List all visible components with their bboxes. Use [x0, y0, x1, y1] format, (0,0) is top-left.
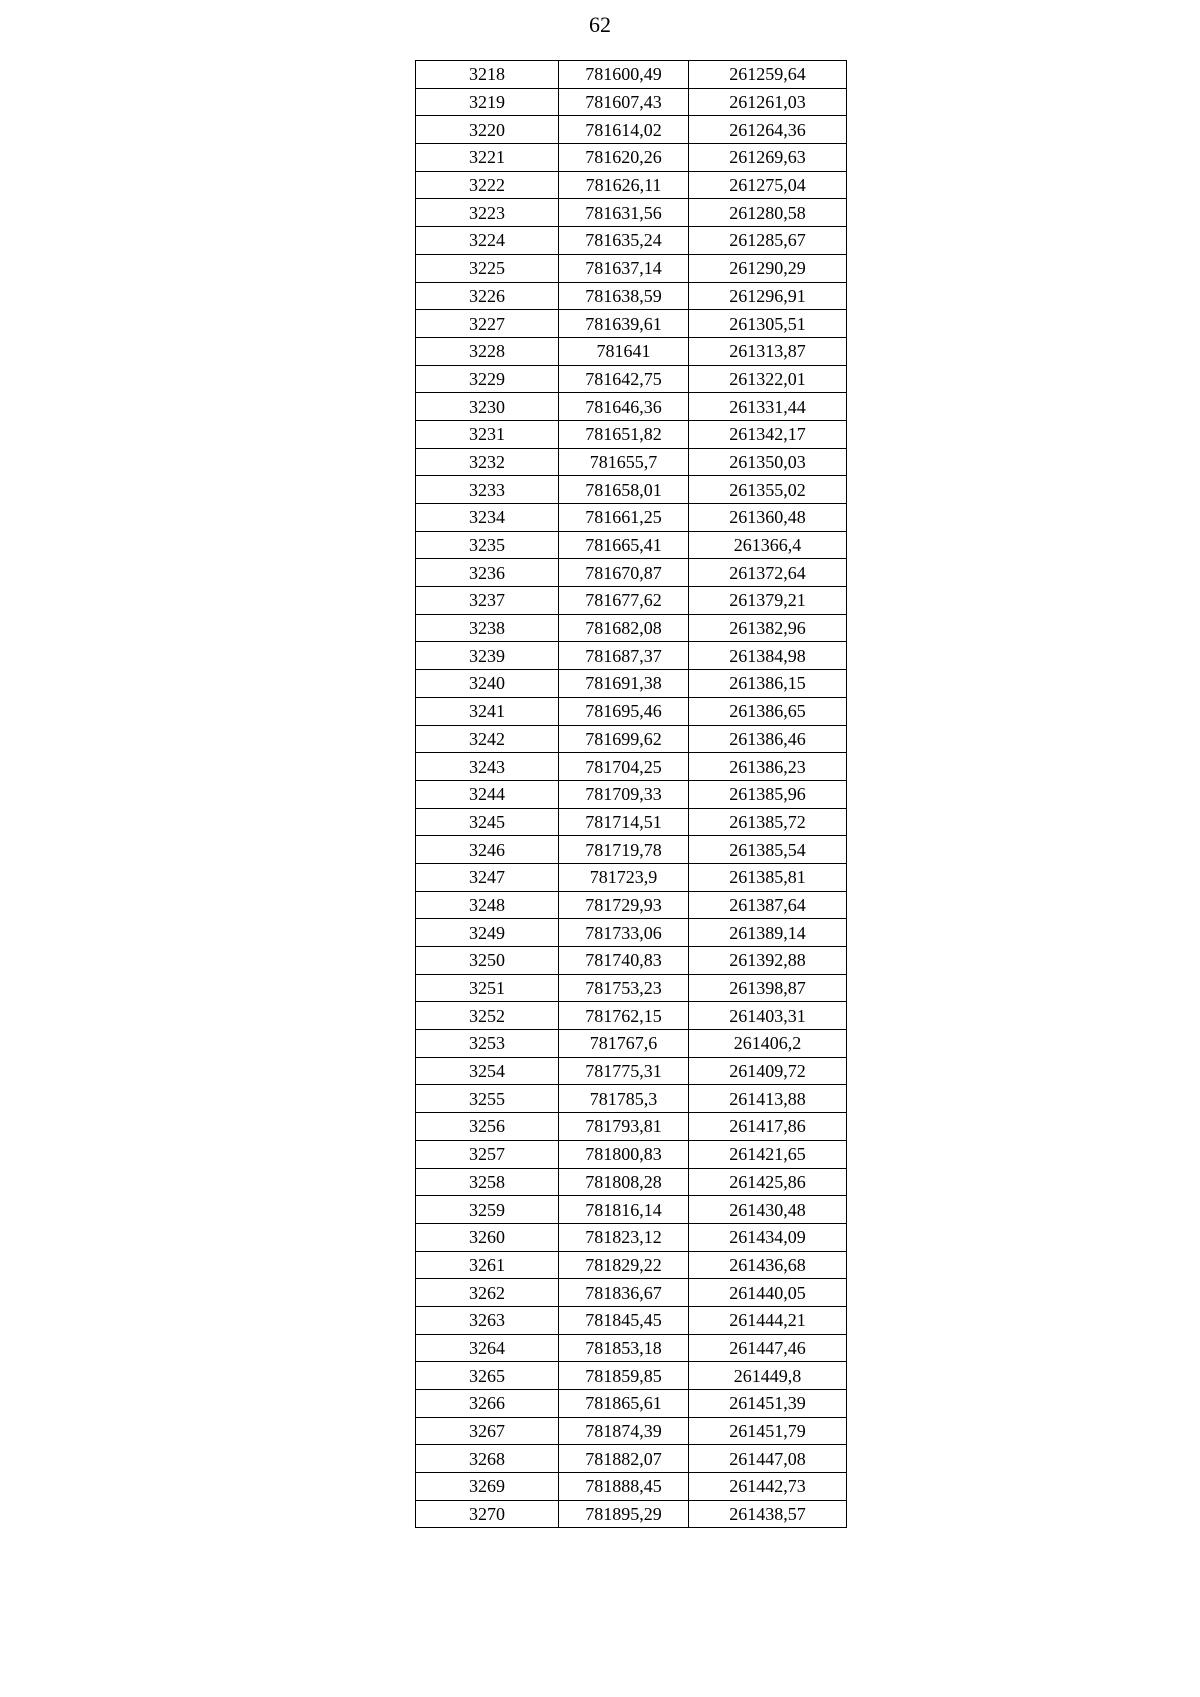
- table-row: [416, 1057, 847, 1085]
- x-coordinate-cell: 781607,43: [559, 88, 689, 116]
- point-number-cell: 3262: [416, 1279, 559, 1307]
- coordinates-table: [415, 60, 847, 1528]
- point-number-cell: 3235: [416, 531, 559, 559]
- point-number-cell: 3257: [416, 1140, 559, 1168]
- point-number-cell: 3224: [416, 227, 559, 255]
- x-coordinate-cell: 781682,08: [559, 614, 689, 642]
- table-row: [416, 337, 847, 365]
- point-number-cell: 3229: [416, 365, 559, 393]
- y-coordinate-cell: 261259,64: [689, 61, 847, 89]
- x-coordinate-cell: 781635,24: [559, 227, 689, 255]
- point-number-cell: 3255: [416, 1085, 559, 1113]
- x-coordinate-cell: 781800,83: [559, 1140, 689, 1168]
- point-number-cell: 3244: [416, 780, 559, 808]
- x-coordinate-cell: 781631,56: [559, 199, 689, 227]
- y-coordinate-cell: 261451,39: [689, 1390, 847, 1418]
- y-coordinate-cell: 261350,03: [689, 448, 847, 476]
- point-number-cell: 3258: [416, 1168, 559, 1196]
- y-coordinate-cell: 261398,87: [689, 974, 847, 1002]
- table-row: [416, 947, 847, 975]
- x-coordinate-cell: 781853,18: [559, 1334, 689, 1362]
- point-number-cell: 3268: [416, 1445, 559, 1473]
- point-number-cell: 3232: [416, 448, 559, 476]
- table-row: [416, 254, 847, 282]
- y-coordinate-cell: 261406,2: [689, 1030, 847, 1058]
- y-coordinate-cell: 261355,02: [689, 476, 847, 504]
- table-row: [416, 670, 847, 698]
- point-number-cell: 3240: [416, 670, 559, 698]
- x-coordinate-cell: 781691,38: [559, 670, 689, 698]
- x-coordinate-cell: 781670,87: [559, 559, 689, 587]
- y-coordinate-cell: 261409,72: [689, 1057, 847, 1085]
- point-number-cell: 3243: [416, 753, 559, 781]
- y-coordinate-cell: 261385,81: [689, 863, 847, 891]
- y-coordinate-cell: 261447,46: [689, 1334, 847, 1362]
- point-number-cell: 3218: [416, 61, 559, 89]
- table-row: [416, 1113, 847, 1141]
- y-coordinate-cell: 261444,21: [689, 1306, 847, 1334]
- x-coordinate-cell: 781687,37: [559, 642, 689, 670]
- point-number-cell: 3245: [416, 808, 559, 836]
- x-coordinate-cell: 781785,3: [559, 1085, 689, 1113]
- table-row: [416, 1140, 847, 1168]
- table-row: [416, 919, 847, 947]
- point-number-cell: 3231: [416, 420, 559, 448]
- x-coordinate-cell: 781874,39: [559, 1417, 689, 1445]
- x-coordinate-cell: 781639,61: [559, 310, 689, 338]
- table-row: [416, 1417, 847, 1445]
- table-row: [416, 559, 847, 587]
- table-row: [416, 365, 847, 393]
- x-coordinate-cell: 781709,33: [559, 780, 689, 808]
- x-coordinate-cell: 781733,06: [559, 919, 689, 947]
- x-coordinate-cell: 781793,81: [559, 1113, 689, 1141]
- y-coordinate-cell: 261305,51: [689, 310, 847, 338]
- y-coordinate-cell: 261385,96: [689, 780, 847, 808]
- table-row: [416, 780, 847, 808]
- y-coordinate-cell: 261392,88: [689, 947, 847, 975]
- coordinates-table-body: [416, 61, 847, 1528]
- point-number-cell: 3252: [416, 1002, 559, 1030]
- x-coordinate-cell: 781704,25: [559, 753, 689, 781]
- y-coordinate-cell: 261331,44: [689, 393, 847, 421]
- x-coordinate-cell: 781637,14: [559, 254, 689, 282]
- point-number-cell: 3241: [416, 697, 559, 725]
- point-number-cell: 3219: [416, 88, 559, 116]
- y-coordinate-cell: 261449,8: [689, 1362, 847, 1390]
- y-coordinate-cell: 261385,72: [689, 808, 847, 836]
- table-row: [416, 1306, 847, 1334]
- table-row: [416, 1279, 847, 1307]
- y-coordinate-cell: 261447,08: [689, 1445, 847, 1473]
- y-coordinate-cell: 261261,03: [689, 88, 847, 116]
- y-coordinate-cell: 261438,57: [689, 1500, 847, 1528]
- point-number-cell: 3248: [416, 891, 559, 919]
- table-row: [416, 1334, 847, 1362]
- y-coordinate-cell: 261442,73: [689, 1473, 847, 1501]
- table-row: [416, 1223, 847, 1251]
- point-number-cell: 3269: [416, 1473, 559, 1501]
- point-number-cell: 3225: [416, 254, 559, 282]
- y-coordinate-cell: 261385,54: [689, 836, 847, 864]
- x-coordinate-cell: 781767,6: [559, 1030, 689, 1058]
- table-row: [416, 836, 847, 864]
- x-coordinate-cell: 781641: [559, 337, 689, 365]
- x-coordinate-cell: 781836,67: [559, 1279, 689, 1307]
- x-coordinate-cell: 781719,78: [559, 836, 689, 864]
- table-row: [416, 753, 847, 781]
- point-number-cell: 3259: [416, 1196, 559, 1224]
- point-number-cell: 3233: [416, 476, 559, 504]
- x-coordinate-cell: 781614,02: [559, 116, 689, 144]
- table-row: [416, 448, 847, 476]
- table-row: [416, 420, 847, 448]
- y-coordinate-cell: 261275,04: [689, 171, 847, 199]
- table-row: [416, 863, 847, 891]
- table-row: [416, 476, 847, 504]
- point-number-cell: 3227: [416, 310, 559, 338]
- table-row: [416, 1085, 847, 1113]
- x-coordinate-cell: 781642,75: [559, 365, 689, 393]
- x-coordinate-cell: 781753,23: [559, 974, 689, 1002]
- point-number-cell: 3220: [416, 116, 559, 144]
- y-coordinate-cell: 261436,68: [689, 1251, 847, 1279]
- table-row: [416, 725, 847, 753]
- x-coordinate-cell: 781865,61: [559, 1390, 689, 1418]
- table-row: [416, 1390, 847, 1418]
- y-coordinate-cell: 261389,14: [689, 919, 847, 947]
- table-row: [416, 282, 847, 310]
- table-row: [416, 614, 847, 642]
- point-number-cell: 3266: [416, 1390, 559, 1418]
- x-coordinate-cell: 781729,93: [559, 891, 689, 919]
- point-number-cell: 3238: [416, 614, 559, 642]
- y-coordinate-cell: 261417,86: [689, 1113, 847, 1141]
- y-coordinate-cell: 261386,65: [689, 697, 847, 725]
- point-number-cell: 3251: [416, 974, 559, 1002]
- y-coordinate-cell: 261440,05: [689, 1279, 847, 1307]
- table-row: [416, 1473, 847, 1501]
- point-number-cell: 3221: [416, 144, 559, 172]
- table-row: [416, 642, 847, 670]
- y-coordinate-cell: 261379,21: [689, 587, 847, 615]
- y-coordinate-cell: 261434,09: [689, 1223, 847, 1251]
- table-row: [416, 1500, 847, 1528]
- x-coordinate-cell: 781723,9: [559, 863, 689, 891]
- y-coordinate-cell: 261360,48: [689, 504, 847, 532]
- point-number-cell: 3250: [416, 947, 559, 975]
- table-row: [416, 116, 847, 144]
- y-coordinate-cell: 261425,86: [689, 1168, 847, 1196]
- table-row: [416, 61, 847, 89]
- y-coordinate-cell: 261372,64: [689, 559, 847, 587]
- y-coordinate-cell: 261386,23: [689, 753, 847, 781]
- point-number-cell: 3267: [416, 1417, 559, 1445]
- table-row: [416, 531, 847, 559]
- point-number-cell: 3261: [416, 1251, 559, 1279]
- table-row: [416, 1196, 847, 1224]
- x-coordinate-cell: 781661,25: [559, 504, 689, 532]
- point-number-cell: 3247: [416, 863, 559, 891]
- point-number-cell: 3239: [416, 642, 559, 670]
- y-coordinate-cell: 261342,17: [689, 420, 847, 448]
- point-number-cell: 3234: [416, 504, 559, 532]
- page-number: 62: [589, 12, 611, 37]
- y-coordinate-cell: 261384,98: [689, 642, 847, 670]
- point-number-cell: 3254: [416, 1057, 559, 1085]
- x-coordinate-cell: 781762,15: [559, 1002, 689, 1030]
- table-row: [416, 891, 847, 919]
- x-coordinate-cell: 781775,31: [559, 1057, 689, 1085]
- y-coordinate-cell: 261296,91: [689, 282, 847, 310]
- y-coordinate-cell: 261285,67: [689, 227, 847, 255]
- x-coordinate-cell: 781620,26: [559, 144, 689, 172]
- table-row: [416, 504, 847, 532]
- point-number-cell: 3230: [416, 393, 559, 421]
- table-row: [416, 1168, 847, 1196]
- table-row: [416, 974, 847, 1002]
- x-coordinate-cell: 781699,62: [559, 725, 689, 753]
- y-coordinate-cell: 261269,63: [689, 144, 847, 172]
- y-coordinate-cell: 261430,48: [689, 1196, 847, 1224]
- point-number-cell: 3222: [416, 171, 559, 199]
- x-coordinate-cell: 781600,49: [559, 61, 689, 89]
- table-row: [416, 1362, 847, 1390]
- table-row: [416, 808, 847, 836]
- table-row: [416, 1445, 847, 1473]
- table-row: [416, 587, 847, 615]
- x-coordinate-cell: 781665,41: [559, 531, 689, 559]
- y-coordinate-cell: 261421,65: [689, 1140, 847, 1168]
- x-coordinate-cell: 781677,62: [559, 587, 689, 615]
- table-row: [416, 199, 847, 227]
- table-row: [416, 1030, 847, 1058]
- point-number-cell: 3226: [416, 282, 559, 310]
- x-coordinate-cell: 781695,46: [559, 697, 689, 725]
- y-coordinate-cell: 261382,96: [689, 614, 847, 642]
- point-number-cell: 3236: [416, 559, 559, 587]
- point-number-cell: 3253: [416, 1030, 559, 1058]
- point-number-cell: 3237: [416, 587, 559, 615]
- x-coordinate-cell: 781888,45: [559, 1473, 689, 1501]
- table-row: [416, 1251, 847, 1279]
- table-row: [416, 88, 847, 116]
- x-coordinate-cell: 781823,12: [559, 1223, 689, 1251]
- table-row: [416, 1002, 847, 1030]
- y-coordinate-cell: 261366,4: [689, 531, 847, 559]
- x-coordinate-cell: 781646,36: [559, 393, 689, 421]
- y-coordinate-cell: 261451,79: [689, 1417, 847, 1445]
- x-coordinate-cell: 781845,45: [559, 1306, 689, 1334]
- table-row: [416, 144, 847, 172]
- x-coordinate-cell: 781829,22: [559, 1251, 689, 1279]
- table-row: [416, 227, 847, 255]
- point-number-cell: 3260: [416, 1223, 559, 1251]
- point-number-cell: 3263: [416, 1306, 559, 1334]
- point-number-cell: 3228: [416, 337, 559, 365]
- x-coordinate-cell: 781658,01: [559, 476, 689, 504]
- point-number-cell: 3242: [416, 725, 559, 753]
- y-coordinate-cell: 261313,87: [689, 337, 847, 365]
- x-coordinate-cell: 781895,29: [559, 1500, 689, 1528]
- point-number-cell: 3223: [416, 199, 559, 227]
- y-coordinate-cell: 261264,36: [689, 116, 847, 144]
- point-number-cell: 3256: [416, 1113, 559, 1141]
- x-coordinate-cell: 781714,51: [559, 808, 689, 836]
- x-coordinate-cell: 781882,07: [559, 1445, 689, 1473]
- point-number-cell: 3265: [416, 1362, 559, 1390]
- x-coordinate-cell: 781816,14: [559, 1196, 689, 1224]
- y-coordinate-cell: 261280,58: [689, 199, 847, 227]
- x-coordinate-cell: 781859,85: [559, 1362, 689, 1390]
- x-coordinate-cell: 781638,59: [559, 282, 689, 310]
- table-row: [416, 697, 847, 725]
- y-coordinate-cell: 261387,64: [689, 891, 847, 919]
- table-row: [416, 393, 847, 421]
- x-coordinate-cell: 781626,11: [559, 171, 689, 199]
- x-coordinate-cell: 781651,82: [559, 420, 689, 448]
- x-coordinate-cell: 781808,28: [559, 1168, 689, 1196]
- point-number-cell: 3264: [416, 1334, 559, 1362]
- point-number-cell: 3246: [416, 836, 559, 864]
- y-coordinate-cell: 261386,46: [689, 725, 847, 753]
- table-row: [416, 171, 847, 199]
- x-coordinate-cell: 781740,83: [559, 947, 689, 975]
- y-coordinate-cell: 261403,31: [689, 1002, 847, 1030]
- point-number-cell: 3249: [416, 919, 559, 947]
- point-number-cell: 3270: [416, 1500, 559, 1528]
- x-coordinate-cell: 781655,7: [559, 448, 689, 476]
- table-row: [416, 310, 847, 338]
- y-coordinate-cell: 261413,88: [689, 1085, 847, 1113]
- y-coordinate-cell: 261386,15: [689, 670, 847, 698]
- y-coordinate-cell: 261322,01: [689, 365, 847, 393]
- y-coordinate-cell: 261290,29: [689, 254, 847, 282]
